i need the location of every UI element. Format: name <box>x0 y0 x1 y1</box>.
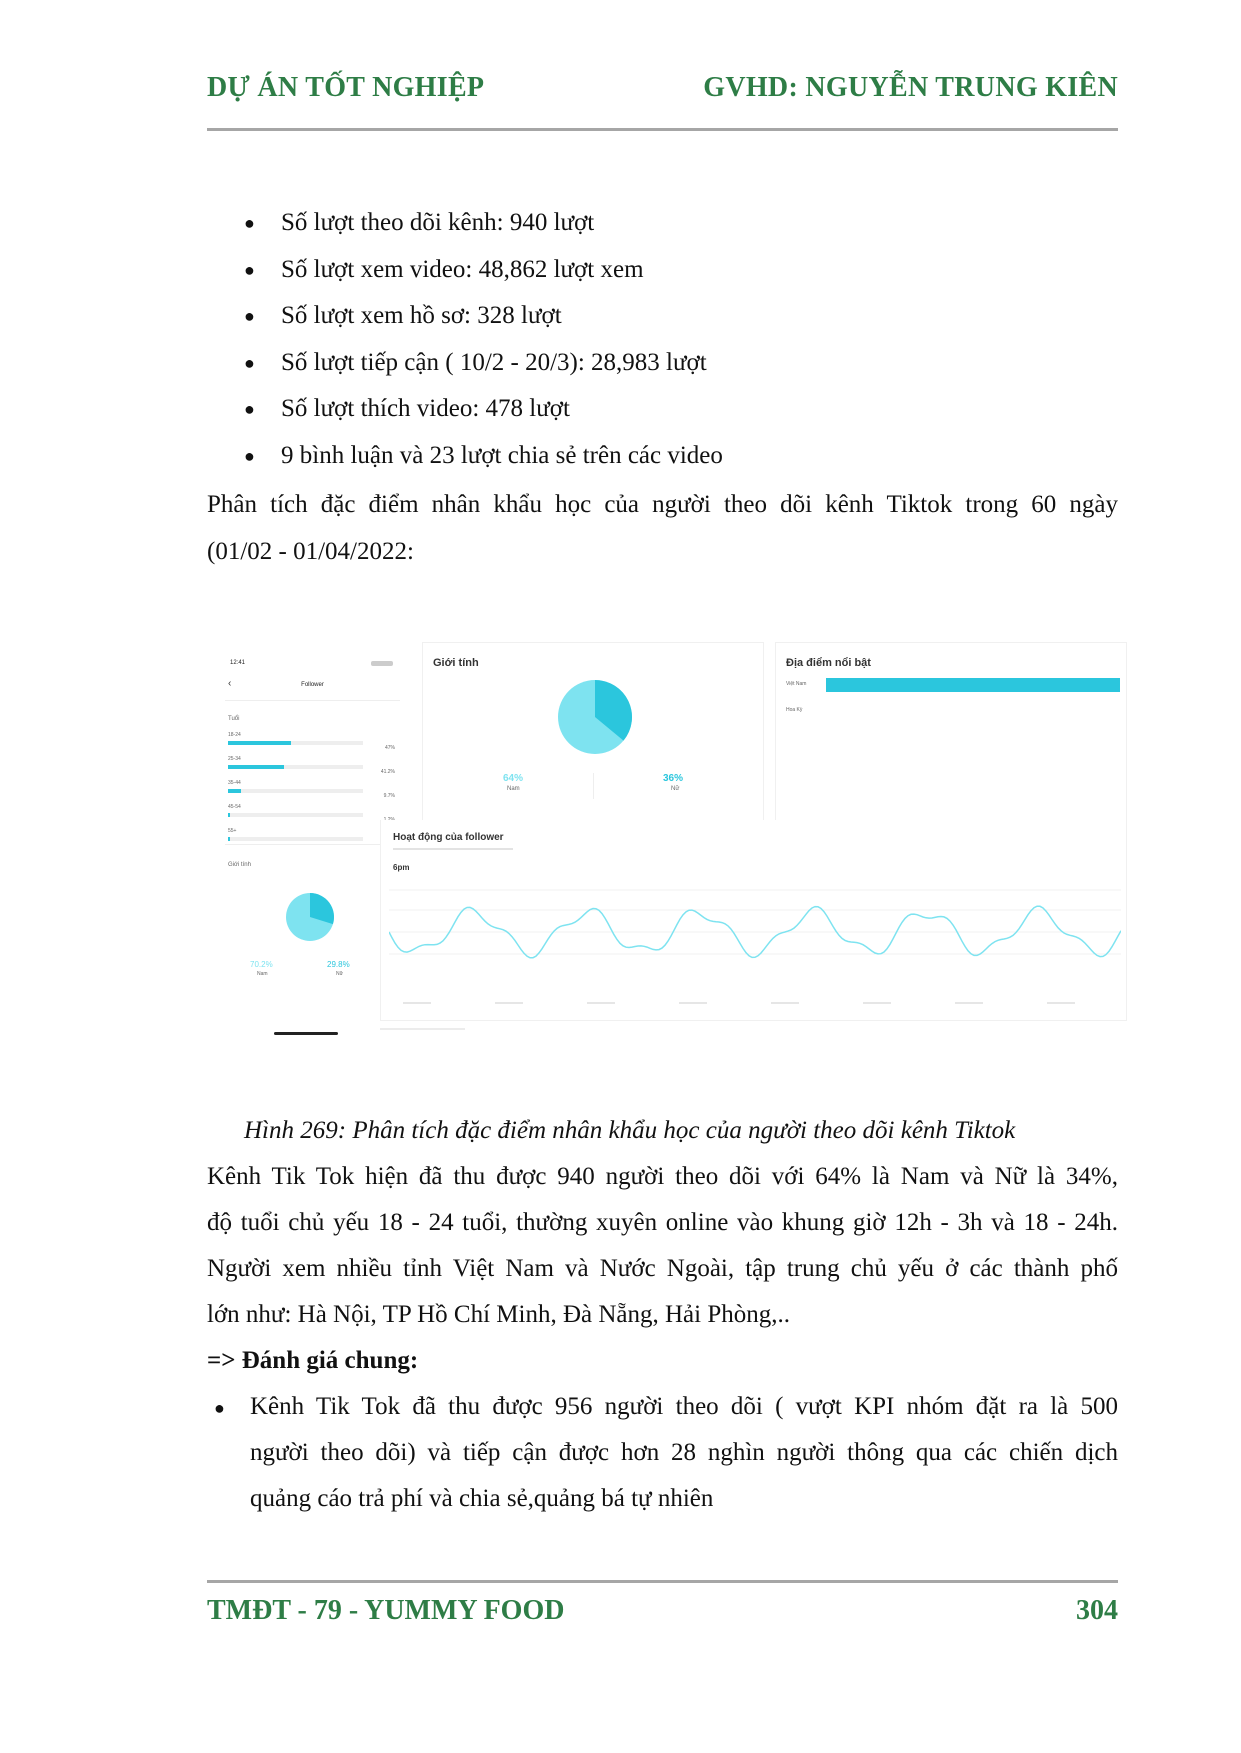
gender-pie <box>555 677 635 757</box>
x-tick-label <box>1047 1002 1075 1004</box>
age-group-label: 18-24 <box>228 732 241 738</box>
assessment-line: người theo dõi) và tiếp cận được hơn 28 nghìn người thông qua các chiến dịch <box>250 1439 1118 1466</box>
assessment-heading: => Đánh giá chung: <box>207 1347 419 1374</box>
list-item: ● Số lượt theo dõi kênh: 940 lượt <box>244 200 1104 247</box>
activity-panel <box>380 820 1127 1021</box>
status-icons <box>371 661 393 666</box>
page-footer <box>207 1595 1118 1627</box>
footer-divider <box>207 1580 1118 1583</box>
assessment-line: quảng cáo trả phí và chia sẻ,quảng bá tự nhiên <box>250 1485 714 1512</box>
header-divider <box>207 128 1118 131</box>
panel-title: Hoạt động của follower <box>393 832 504 843</box>
x-tick-label <box>495 1002 523 1004</box>
list-item: ● Số lượt xem video: 48,862 lượt xem <box>244 247 1104 294</box>
list-item: ● 9 bình luận và 23 lượt chia sẻ trên các video <box>244 433 1104 480</box>
list-item: ● Số lượt tiếp cận ( 10/2 - 20/3): 28,983 lượt <box>244 340 1104 387</box>
stats-list <box>244 200 1104 479</box>
footer-project-name: TMĐT - 79 - YUMMY FOOD <box>207 1595 565 1626</box>
list-item: ● Số lượt xem hồ sơ: 328 lượt <box>244 293 1104 340</box>
age-group-value: 9.7% <box>383 793 395 799</box>
gender-label-female: Nữ <box>671 786 680 792</box>
age-group-label: 25-34 <box>228 756 241 762</box>
location-panel <box>775 642 1127 822</box>
phone-title: Follower <box>301 682 324 688</box>
x-tick-label <box>771 1002 799 1004</box>
home-indicator <box>274 1032 338 1035</box>
gender-label-male: Nam <box>257 971 268 977</box>
gender-label-female: Nữ <box>336 971 343 977</box>
phone-gender-pie <box>275 882 345 952</box>
paragraph-line: độ tuổi chủ yếu 18 - 24 tuổi, thường xuyên online vào khung giờ 12h - 3h và 18 - 24h. <box>207 1209 1118 1236</box>
age-group-value: 47% <box>384 745 395 751</box>
header-supervisor: GVHD: NGUYỄN TRUNG KIÊN <box>703 72 1118 103</box>
page-header <box>207 72 1118 112</box>
x-tick-label <box>863 1002 891 1004</box>
page-number: 304 <box>1076 1595 1118 1626</box>
age-group-label: 55+ <box>228 828 237 834</box>
location-bar <box>826 678 1120 692</box>
age-group-label: 45-54 <box>228 804 241 810</box>
age-bar-track <box>228 813 363 817</box>
header-project-title: DỰ ÁN TỐT NGHIỆP <box>207 72 485 103</box>
list-item: ● Số lượt thích video: 478 lượt <box>244 386 1104 433</box>
gender-value-female: 36% <box>663 773 684 784</box>
status-time: 12:41 <box>230 660 246 666</box>
location-label: Hoa Kỳ <box>786 707 803 713</box>
gender-value-male: 64% <box>503 773 524 784</box>
footnote-placeholder <box>380 1028 465 1030</box>
age-bar <box>228 765 284 769</box>
panel-title: Giới tính <box>433 657 479 669</box>
gender-value-male: 70.2% <box>250 960 273 969</box>
figure-caption: Hình 269: Phân tích đặc điểm nhân khẩu học của người theo dõi kênh Tiktok <box>244 1117 1016 1144</box>
phone-screenshot <box>220 642 405 1040</box>
activity-line-chart <box>389 880 1121 1000</box>
divider <box>225 844 400 845</box>
intro-line-2: (01/02 - 01/04/2022: <box>207 538 414 565</box>
age-group-label: 35-44 <box>228 780 241 786</box>
bullet-marker: ● <box>214 1398 225 1418</box>
paragraph-line: lớn như: Hà Nội, TP Hồ Chí Minh, Đà Nẵng, Hải Phòng,.. <box>207 1301 791 1328</box>
gender-panel <box>422 642 764 822</box>
age-bar-track <box>228 837 363 841</box>
age-bar <box>228 837 230 841</box>
divider <box>593 773 594 799</box>
back-icon[interactable]: ‹ <box>228 678 232 689</box>
paragraph-line: Người xem nhiều tỉnh Việt Nam và Nước Ngoài, tập trung chủ yếu ở các thành phố <box>207 1255 1118 1282</box>
gender-value-female: 29.8% <box>327 960 350 969</box>
gender-label-male: Nam <box>507 786 520 792</box>
subtitle-placeholder <box>393 848 513 850</box>
x-tick-label <box>679 1002 707 1004</box>
x-tick-label <box>955 1002 983 1004</box>
x-tick-label <box>587 1002 615 1004</box>
assessment-line: Kênh Tik Tok đã thu được 956 người theo dõi ( vượt KPI nhóm đặt ra là 500 <box>250 1393 1118 1420</box>
age-bar <box>228 813 230 817</box>
x-tick-label <box>403 1002 431 1004</box>
age-bar <box>228 789 241 793</box>
age-bar <box>228 741 291 745</box>
paragraph-line: Kênh Tik Tok hiện đã thu được 940 người theo dõi với 64% là Nam và Nữ là 34%, <box>207 1163 1118 1190</box>
time-label: 6pm <box>393 863 410 872</box>
analytics-figure <box>220 642 1125 1044</box>
age-group-value: 41.2% <box>380 769 395 775</box>
divider <box>225 700 400 701</box>
age-bar-track <box>228 789 363 793</box>
panel-title: Địa điểm nổi bật <box>786 657 871 669</box>
age-label: Tuổi <box>228 716 240 722</box>
gender-label: Giới tính <box>228 862 251 868</box>
intro-line-1: Phân tích đặc điểm nhân khẩu học của người theo dõi kênh Tiktok trong 60 ngày <box>207 491 1118 518</box>
location-label: Việt Nam <box>786 681 807 687</box>
